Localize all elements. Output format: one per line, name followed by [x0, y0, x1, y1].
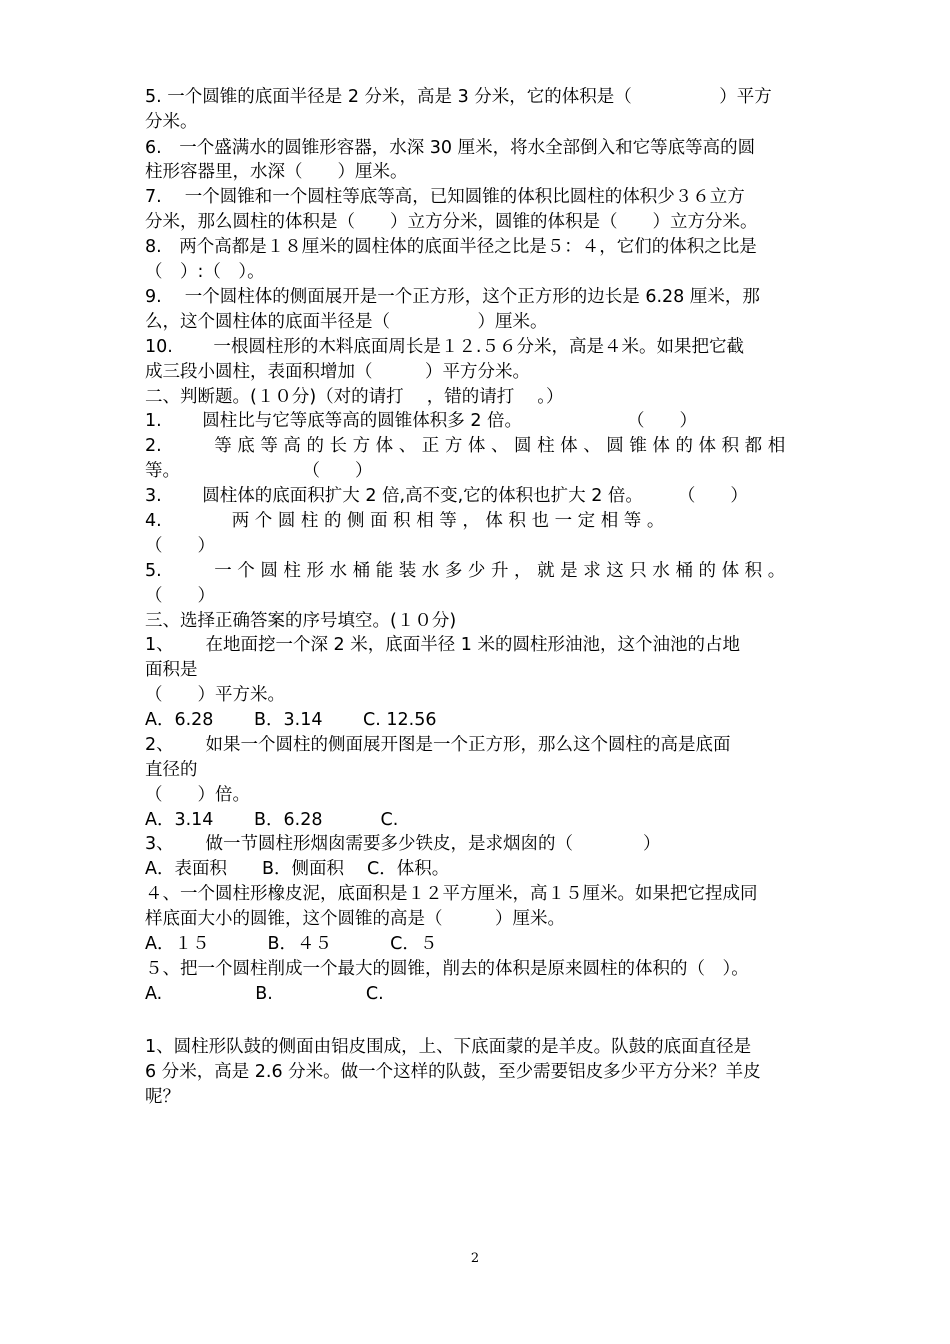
text-line: 5. 一 个 圆 柱 形 水 桶 能 装 水 多 少 升 ， 就 是 求 这 只 水 桶 的 体 积 。 — [145, 561, 786, 581]
text-line: 7. 一个圆锥和一个圆柱等底等高，已知圆锥的体积比圆柱的体积少３６立方 — [145, 187, 745, 207]
text-line: 呢？ — [145, 1087, 180, 1107]
text-line: 成三段小圆柱，表面积增加（ ）平方分米。 — [145, 362, 530, 382]
text-line: 1、 在地面挖一个深 2 米，底面半径 1 米的圆柱形油池，这个油池的占地 — [145, 635, 740, 655]
text-line: A. B. C. — [145, 984, 384, 1004]
text-line: A．3.14 B．6.28 C. — [145, 810, 399, 830]
text-line: 等。 （ ） — [145, 461, 373, 481]
text-line: 5. 一个圆锥的底面半径是 2 分米，高是 3 分米，它的体积是（ ）平方 — [145, 87, 772, 107]
text-line: 分米。 — [145, 112, 198, 132]
text-line: 9. 一个圆柱体的侧面展开是一个正方形，这个正方形的边长是 6.28 厘米，那 — [145, 287, 760, 307]
text-line: 样底面大小的圆锥，这个圆锥的高是（ ）厘米。 — [145, 909, 565, 929]
text-line: 二、判断题。(１０分)（对的请打 ，错的请打 。） — [145, 387, 564, 407]
text-line: （ ）:（ ）。 — [145, 262, 265, 282]
text-line: 柱形容器里，水深（ ）厘米。 — [145, 162, 408, 182]
text-line: （ ） — [145, 536, 215, 556]
text-line: 三、选择正确答案的序号填空。(１０分) — [145, 611, 457, 631]
text-line: 4. 两 个 圆 柱 的 侧 面 积 相 等 ， 体 积 也 一 定 相 等 。 — [145, 511, 665, 531]
text-line: A．6.28 B．3.14 C. 12.56 — [145, 710, 437, 730]
text-line: A．表面积 B．侧面积 C．体积。 — [145, 859, 450, 879]
text-line: 3、 做一节圆柱形烟囱需要多少铁皮，是求烟囱的（ ） — [145, 834, 661, 854]
text-line: A．１５ B．４５ C．５ — [145, 934, 438, 954]
text-line: 2. 等 底 等 高 的 长 方 体 、 正 方 体 、 圆 柱 体 、 圆 锥 体 的 体 积 都 相 — [145, 436, 786, 456]
text-line: ５、把一个圆柱削成一个最大的圆锥，削去的体积是原来圆柱的体积的（ ）。 — [145, 959, 749, 979]
text-line: 3. 圆柱体的底面积扩大 2 倍,高不变,它的体积也扩大 2 倍。 （ ） — [145, 486, 748, 506]
text-line: 1. 圆柱比与它等底等高的圆锥体积多 2 倍。 （ ） — [145, 411, 698, 431]
text-line: 10. 一根圆柱形的木料底面周长是１２.５６分米，高是４米。如果把它截 — [145, 337, 744, 357]
text-line: 2、 如果一个圆柱的侧面展开图是一个正方形，那么这个圆柱的高是底面 — [145, 735, 731, 755]
text-line: 面积是 — [145, 660, 198, 680]
text-line: （ ）倍。 — [145, 785, 250, 805]
text-line: ４、一个圆柱形橡皮泥，底面积是１２平方厘米，高１５厘米。如果把它捏成同 — [145, 884, 758, 904]
page-number: 2 — [470, 1251, 480, 1266]
text-line: 8. 两个高都是１８厘米的圆柱体的底面半径之比是５：４，它们的体积之比是 — [145, 237, 757, 257]
text-line: （ ）平方米。 — [145, 685, 285, 705]
text-line: 1、圆柱形队鼓的侧面由铝皮围成，上、下底面蒙的是羊皮。队鼓的底面直径是 — [145, 1037, 752, 1057]
text-line: 6. 一个盛满水的圆锥形容器，水深 30 厘米，将水全部倒入和它等底等高的圆 — [145, 138, 756, 158]
text-line: 么，这个圆柱体的底面半径是（ ）厘米。 — [145, 312, 548, 332]
text-line: （ ） — [145, 586, 215, 606]
text-line: 直径的 — [145, 760, 198, 780]
text-line: 6 分米，高是 2.6 分米。做一个这样的队鼓，至少需要铝皮多少平方分米？羊皮 — [145, 1062, 761, 1082]
text-line: 分米，那么圆柱的体积是（ ）立方分米，圆锥的体积是（ ）立方分米。 — [145, 212, 758, 232]
